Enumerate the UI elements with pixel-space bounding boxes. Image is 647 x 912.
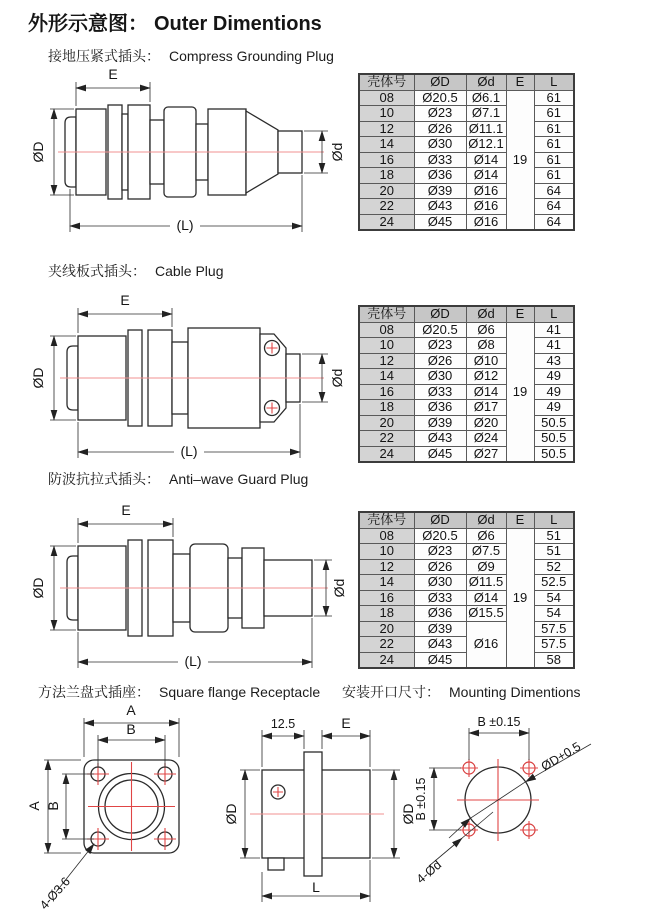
table-row [359,590,574,606]
table-cell: Ø27 [466,446,506,462]
column-header: ØD [414,306,466,322]
table-cell: Ø23 [414,106,466,122]
section-label-compress-en: Compress Grounding Plug [169,48,334,64]
table-cell: 49 [534,400,574,416]
dim-label-od-small: Ød [329,142,345,162]
table-row [359,431,574,447]
table-cell: 64 [534,214,574,230]
table-cell: Ø6.1 [466,90,506,106]
table-cell: Ø30 [414,369,466,385]
table-cell: 49 [534,384,574,400]
table-cell: Ø6 [466,322,506,338]
dim-label-l: (L) [180,443,198,459]
table-cell: Ø17 [466,400,506,416]
table-cell: Ø15.5 [466,606,506,622]
table-cell: 61 [534,90,574,106]
table-cell: Ø45 [414,214,466,230]
table-cell: Ø12.1 [466,137,506,153]
column-header: E [506,74,534,90]
dim-label-od: ØD [30,577,46,599]
table-cell: Ø26 [414,559,466,575]
section-label-antiwave [48,469,308,489]
table-cell: 16 [359,590,414,606]
table-cell: Ø45 [414,652,466,668]
table-row [359,353,574,369]
compress-dimension-table [358,73,575,231]
table-cell: 54 [534,606,574,622]
table-cell: 08 [359,528,414,544]
dim-label-e: E [108,66,118,82]
table-cell: 61 [534,152,574,168]
dim-label-a: A [126,702,136,718]
table-cell: Ø26 [414,121,466,137]
table-cell: 10 [359,106,414,122]
column-header: 壳体号 [359,74,414,90]
section-label-antiwave-zh: 防波抗拉式插头： [48,471,160,487]
dim-label-b-left: B ±0.15 [414,777,428,821]
table-cell: 51 [534,544,574,560]
section-label-cable-zh: 夹线板式插头： [48,263,146,279]
table-row [359,121,574,137]
table-cell: 64 [534,199,574,215]
table-cell: 18 [359,168,414,184]
table-cell: Ø9 [466,559,506,575]
table-cell: 61 [534,106,574,122]
table-cell: Ø30 [414,137,466,153]
section-label-compress-zh: 接地压紧式插头： [48,48,160,64]
table-cell: Ø7.1 [466,106,506,122]
table-cell: Ø24 [466,431,506,447]
table-cell: Ø23 [414,338,466,354]
table-cell: 52.5 [534,575,574,591]
table-row [359,168,574,184]
table-cell: 18 [359,606,414,622]
column-header: ØD [414,74,466,90]
table-cell: 20 [359,621,414,637]
table-cell: 24 [359,652,414,668]
section-label-flange-en: Square flange Receptacle [159,684,321,700]
compress-grounding-plug-drawing [26,62,348,240]
table-cell: Ø43 [414,431,466,447]
dim-label-b: B [126,721,136,737]
table-cell: 61 [534,168,574,184]
table-cell: Ø39 [414,621,466,637]
table-cell: Ø36 [414,606,466,622]
dim-label-b-left: B [45,801,61,811]
antiwave-guard-plug-drawing [26,498,348,676]
table-cell: Ø33 [414,152,466,168]
table-head [359,512,574,528]
table-cell: 54 [534,590,574,606]
table-cell: 58 [534,652,574,668]
table-cell: Ø14 [466,384,506,400]
table-head [359,306,574,322]
table-cell: 57.5 [534,621,574,637]
dim-label-od-right: ØD [400,803,416,825]
section-label-mounting [342,682,581,702]
dim-label-od-small: Ød [329,368,345,388]
dim-label-od: ØD [30,141,46,163]
section-label-flange-zh: 方法兰盘式插座： [38,684,150,700]
table-cell: Ø23 [414,544,466,560]
table-cell: Ø43 [414,199,466,215]
table-cell: Ø39 [414,183,466,199]
table-header-row [359,306,574,322]
dim-label-l: (L) [184,653,202,669]
table-cell: 16 [359,384,414,400]
page-title [28,7,322,36]
dim-label-e: E [341,715,351,731]
table-cell: Ø33 [414,384,466,400]
column-header: 壳体号 [359,512,414,528]
table-cell: Ø16 [466,621,506,668]
table-row [359,199,574,215]
antiwave-dimension-table [358,511,575,669]
table-cell: 08 [359,322,414,338]
table-cell: 14 [359,369,414,385]
table-cell: Ø45 [414,446,466,462]
table-cell: Ø10 [466,353,506,369]
table-cell: Ø14 [466,590,506,606]
table-cell: 51 [534,528,574,544]
table-cell: 12 [359,121,414,137]
dim-label-offset: 12.5 [270,717,296,731]
table-cell: 64 [534,183,574,199]
table-cell: 24 [359,446,414,462]
table-row [359,183,574,199]
table-cell: Ø20 [466,415,506,431]
table-cell: Ø14 [466,168,506,184]
table-row [359,90,574,106]
table-cell: Ø20.5 [414,322,466,338]
table-cell: 22 [359,431,414,447]
column-header: Ød [466,306,506,322]
table-cell: 24 [359,214,414,230]
table-cell: 10 [359,338,414,354]
table-row [359,338,574,354]
table-cell: 50.5 [534,415,574,431]
table-row [359,152,574,168]
table-row [359,559,574,575]
dim-label-e: E [121,502,131,518]
table-row [359,137,574,153]
table-row [359,528,574,544]
table-cell: 14 [359,137,414,153]
column-header: Ød [466,74,506,90]
table-header-row [359,512,574,528]
table-cell: 22 [359,199,414,215]
table-cell: 61 [534,121,574,137]
table-cell: 12 [359,559,414,575]
table-cell: 41 [534,338,574,354]
table-row [359,369,574,385]
table-cell: Ø36 [414,168,466,184]
table-row [359,214,574,230]
table-header-row [359,74,574,90]
table-row [359,400,574,416]
table-cell: Ø11.1 [466,121,506,137]
receptacle-side-view-drawing [222,700,417,912]
section-label-antiwave-en: Anti–wave Guard Plug [169,471,309,487]
table-cell: Ø7.5 [466,544,506,560]
cable-dimension-table [358,305,575,463]
table-row [359,544,574,560]
table-cell: Ø14 [466,152,506,168]
dim-label-od: ØD [30,367,46,389]
table-row [359,322,574,338]
mounting-dimensions-drawing [405,700,640,912]
section-label-mounting-en: Mounting Dimentions [449,684,581,700]
table-cell: Ø20.5 [414,90,466,106]
table-cell: 43 [534,353,574,369]
table-cell: Ø16 [466,199,506,215]
flange-front-view-drawing [22,700,222,912]
table-cell: Ø36 [414,400,466,416]
cable-plug-drawing [26,288,348,466]
table-row [359,621,574,637]
dim-label-e: E [120,292,130,308]
table-body [359,322,574,462]
dim-label-od-left: ØD [223,803,239,825]
column-header: L [534,74,574,90]
table-row [359,415,574,431]
table-cell: Ø43 [414,637,466,653]
table-cell: 49 [534,369,574,385]
table-cell: 14 [359,575,414,591]
table-body [359,528,574,668]
section-label-flange [38,682,320,702]
table-cell: Ø16 [466,183,506,199]
table-body [359,90,574,230]
dim-label-holes-d: 4-Ød [413,857,445,887]
table-cell: 08 [359,90,414,106]
table-cell: Ø30 [414,575,466,591]
table-cell: 16 [359,152,414,168]
column-header: L [534,306,574,322]
table-cell: 10 [359,544,414,560]
table-cell: 41 [534,322,574,338]
table-cell: 12 [359,353,414,369]
table-cell: 61 [534,137,574,153]
table-cell: Ø39 [414,415,466,431]
page-title-en: Outer Dimentions [154,13,322,35]
page-title-zh: 外形示意图： [28,13,148,35]
table-cell: 50.5 [534,431,574,447]
column-header: ØD [414,512,466,528]
table-row [359,106,574,122]
table-row [359,446,574,462]
table-cell: 57.5 [534,637,574,653]
dim-label-l: L [312,879,320,895]
table-cell: Ø6 [466,528,506,544]
table-cell: 18 [359,400,414,416]
column-header: L [534,512,574,528]
table-cell: 20 [359,183,414,199]
table-cell: Ø26 [414,353,466,369]
section-label-cable [48,261,224,281]
table-cell: Ø16 [466,214,506,230]
table-cell: 19 [506,90,534,230]
table-cell: Ø12 [466,369,506,385]
column-header: E [506,306,534,322]
dim-label-corner-holes: 4-Ø3.6 [37,874,74,912]
dim-label-l: (L) [176,217,194,233]
table-row [359,606,574,622]
column-header: 壳体号 [359,306,414,322]
table-cell: Ø11.5 [466,575,506,591]
table-cell: 19 [506,322,534,462]
dim-label-od-small: Ød [331,578,347,598]
table-cell: 22 [359,637,414,653]
table-cell: 52 [534,559,574,575]
dim-label-od-tol: ØD+0.5 [538,739,584,774]
table-row [359,384,574,400]
table-cell: 50.5 [534,446,574,462]
table-row [359,575,574,591]
table-cell: Ø33 [414,590,466,606]
dim-label-b-top: B ±0.15 [477,715,521,729]
table-cell: Ø8 [466,338,506,354]
table-head [359,74,574,90]
table-cell: Ø20.5 [414,528,466,544]
table-cell: 20 [359,415,414,431]
section-label-mounting-zh: 安装开口尺寸： [342,684,440,700]
column-header: Ød [466,512,506,528]
column-header: E [506,512,534,528]
section-label-cable-en: Cable Plug [155,263,224,279]
dim-label-a-left: A [26,801,42,811]
table-cell: 19 [506,528,534,668]
